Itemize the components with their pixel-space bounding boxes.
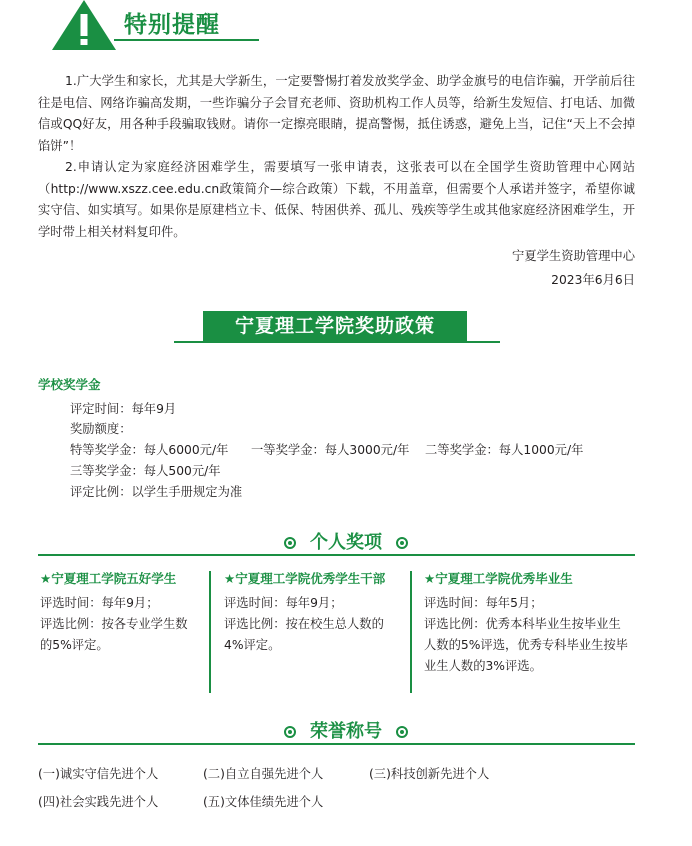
scholarship-first: 一等奖学金：每人3000元/年 [251,443,410,457]
honor-item: (一)诚实守信先进个人 [38,767,159,781]
individual-awards-heading [0,528,692,554]
honor-item: (四)社会实践先进个人 [38,795,159,809]
circle-bullet-icon [284,726,296,738]
award-line: 评选比例：按各专业学生数 [40,617,188,631]
scholarship-special: 特等奖学金：每人6000元/年 [70,443,229,457]
scholarship-third: 三等奖学金：每人500元/年 [70,464,221,478]
title-underline [114,39,259,41]
award-line: 评选时间：每年5月； [424,596,543,610]
award-line: 评选时间：每年9月； [40,596,159,610]
award-line: 评选时间：每年9月； [224,596,343,610]
circle-bullet-icon [396,726,408,738]
section-divider [38,743,635,745]
exclamation-warning-icon [52,0,116,50]
notice-date: 2023年6月6日 [551,273,635,287]
honors-heading [0,717,692,743]
award-heading: ★宁夏理工学院五好学生 [40,571,177,586]
award-line: 人数的5%评选，优秀专科毕业生按毕 [424,638,628,652]
award-line: 4%评定。 [224,638,281,652]
notice-title: 特别提醒 [124,11,220,38]
circle-bullet-icon [396,537,408,549]
honor-item: (二)自立自强先进个人 [203,767,324,781]
award-heading: ★宁夏理工学院优秀学生干部 [224,571,386,586]
award-line: 的5%评定。 [40,638,109,652]
scholarship-ratio: 评定比例：以学生手册规定为准 [70,485,243,499]
notice-signature: 宁夏学生资助管理中心 [512,249,635,263]
award-column-3 [424,570,638,677]
award-column-2 [224,570,402,656]
policy-banner: 宁夏理工学院奖助政策 [203,311,467,342]
column-divider [209,571,211,693]
section-divider [38,554,635,556]
column-divider [410,571,412,693]
scholarship-time: 评定时间：每年9月 [70,402,177,416]
scholarship-amount-label: 奖励额度： [70,422,132,436]
notice-paragraph-1: 1.广大学生和家长，尤其是大学新生，一定要警惕打着发放奖学金、助学金旗号的电信诈骗，开学前后往往是电信、网络诈骗高发期，一些诈骗分子会冒充老师、资助机构工作人员等，给新生发短信、打电话、加微信或QQ好友，用各种手段骗取钱财。请你一定擦亮眼睛，提高警惕，抵住诱惑，避免上当，记住“天上不会掉馅饼”！ [38,74,635,153]
award-heading: ★宁夏理工学院优秀毕业生 [424,571,573,586]
individual-awards-title: 个人奖项 [310,532,382,553]
award-line: 业生人数的3%评选。 [424,659,542,673]
circle-bullet-icon [284,537,296,549]
honor-item: (五)文体佳绩先进个人 [203,795,324,809]
honors-title: 荣誉称号 [310,721,382,742]
notice-paragraph-2: 2.申请认定为家庭经济困难学生，需要填写一张申请表，这张表可以在全国学生资助管理中心网站（http://www.xszz.cee.edu.cn政策简介—综合政策）下载，不用盖章，但需要个人承诺并签字，希望你诚实守信、如实填写。如果你是原建档立卡、低保、特困供养、孤儿、残疾等学生或其他家庭经济困难学生，开学时带上相关材料复印件。 [38,160,635,239]
honor-item: (三)科技创新先进个人 [369,767,490,781]
award-line: 评选比例：按在校生总人数的 [224,617,384,631]
award-column-1 [40,570,200,656]
scholarship-second: 二等奖学金：每人1000元/年 [425,443,584,457]
scholarship-heading: 学校奖学金 [38,377,101,392]
award-line: 评选比例：优秀本科毕业生按毕业生 [424,617,621,631]
